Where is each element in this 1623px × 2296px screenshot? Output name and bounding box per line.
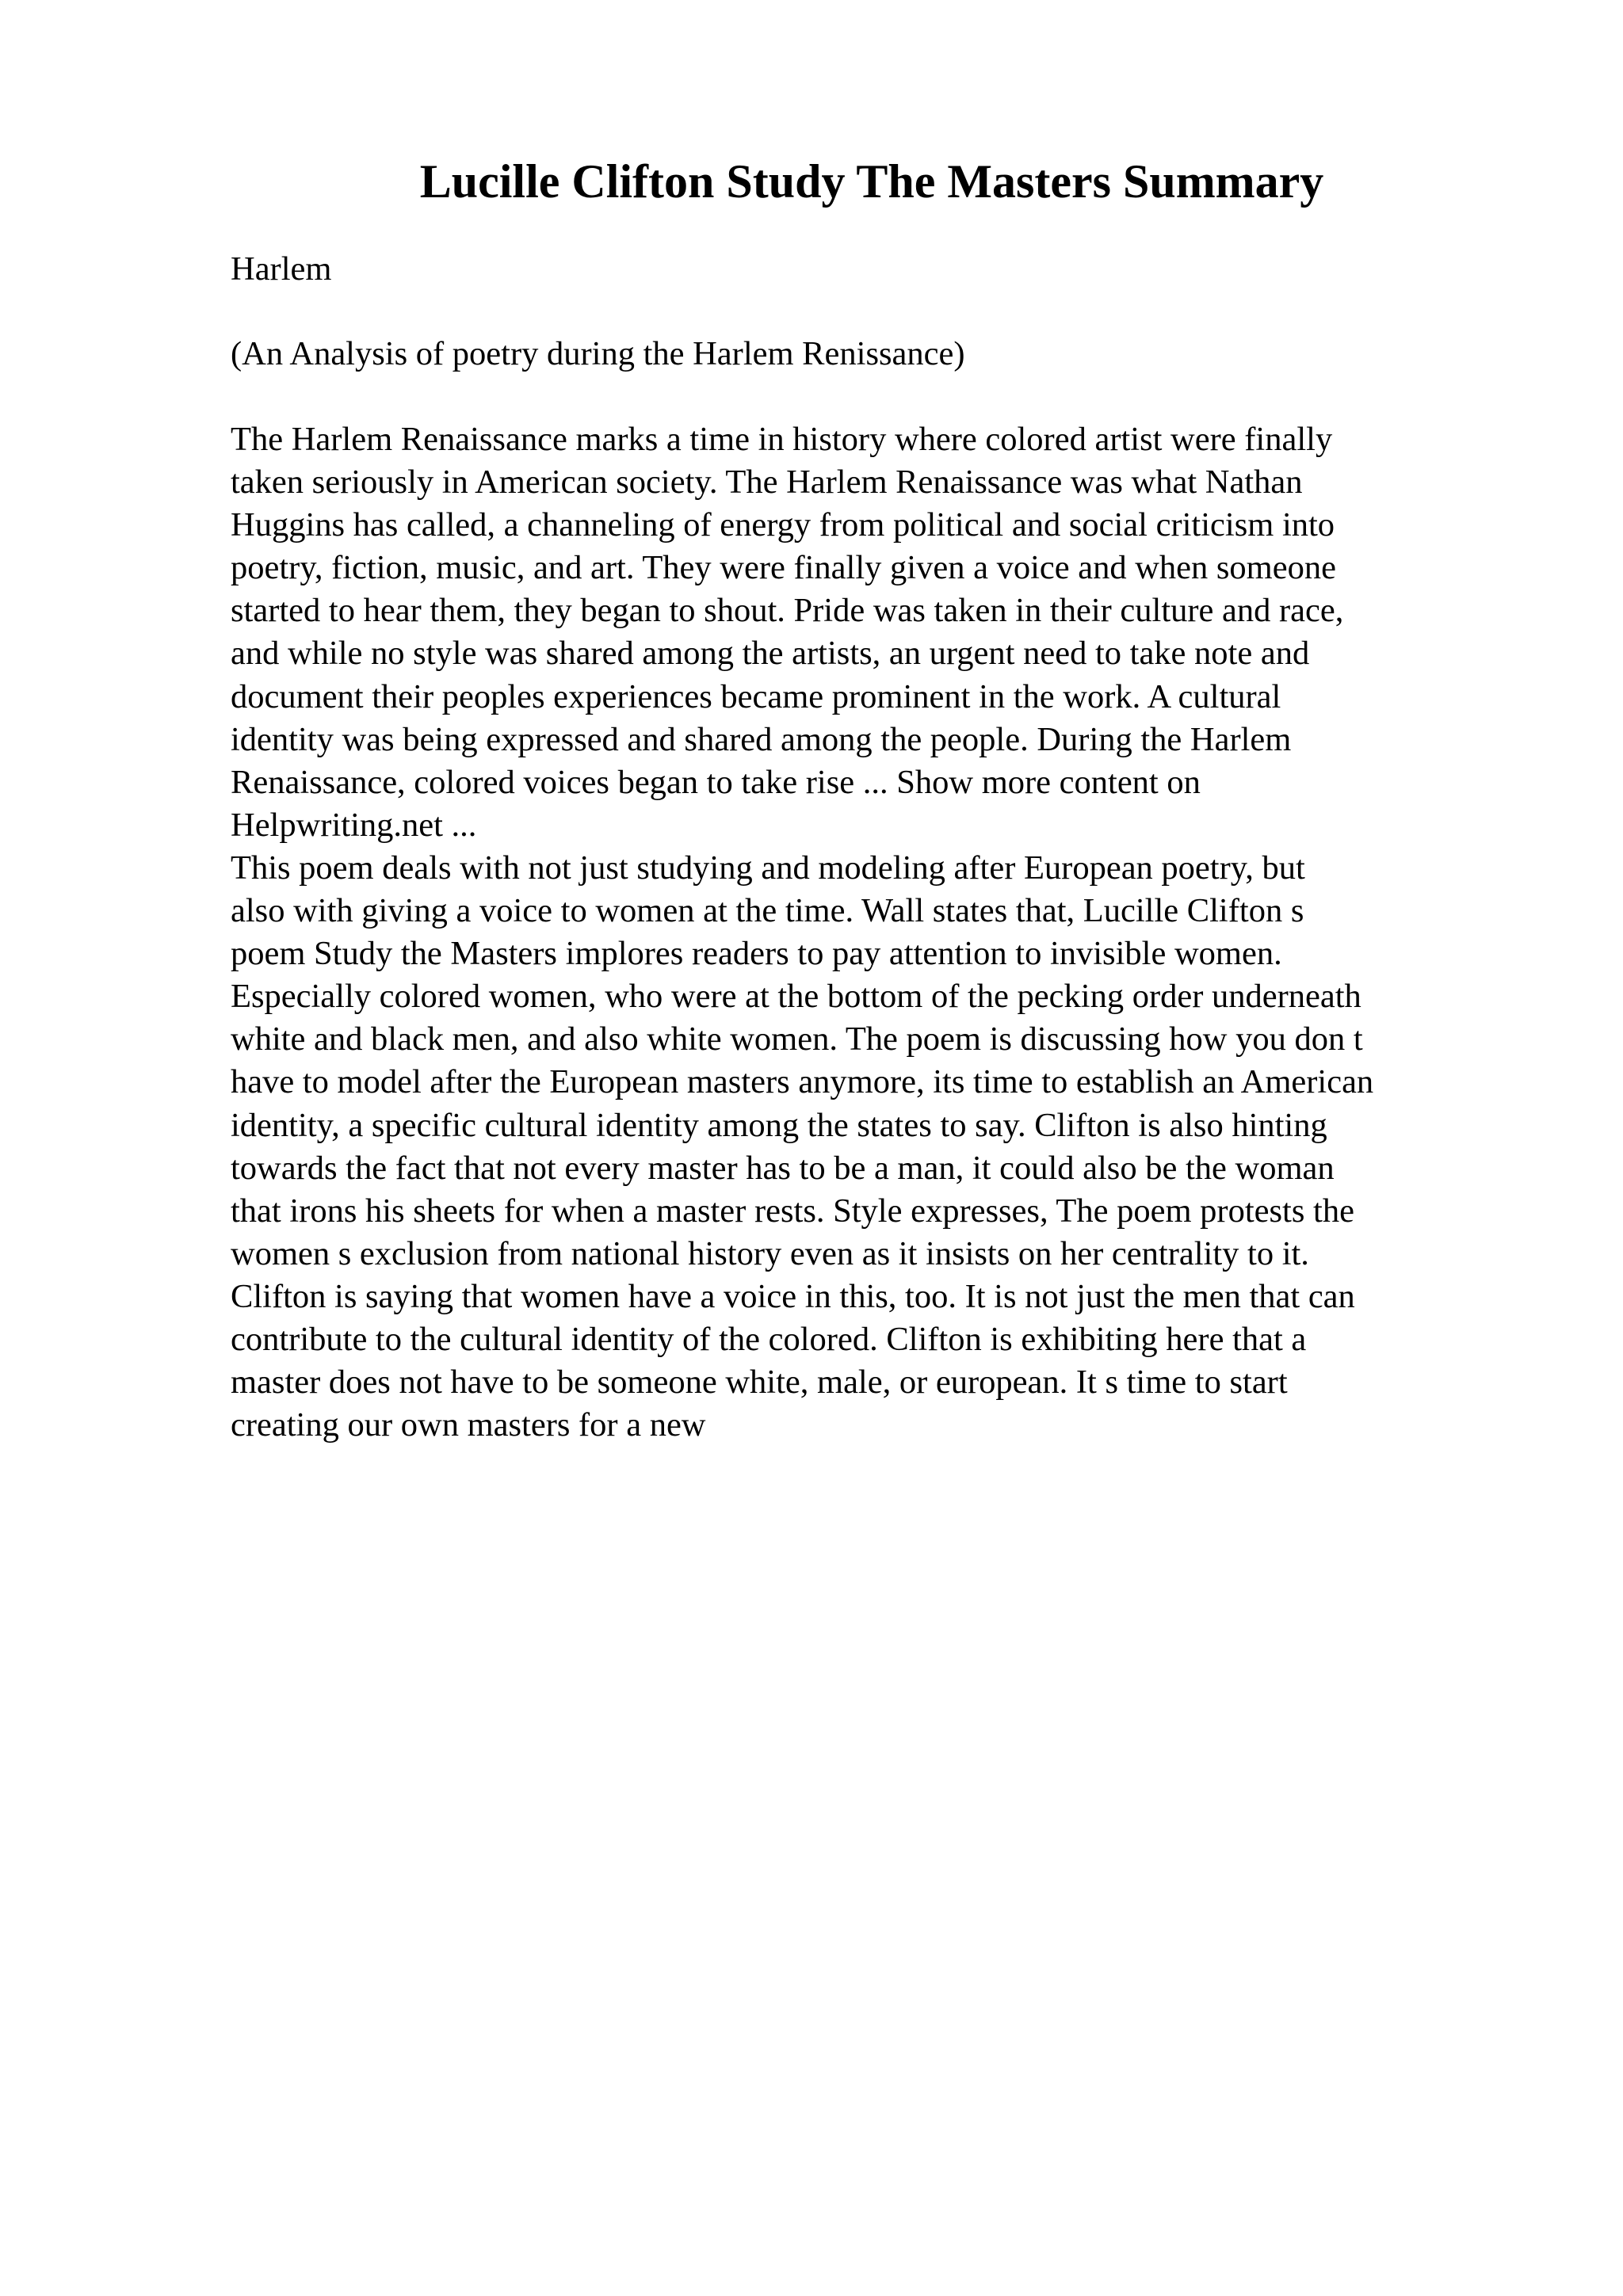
paragraph-line: white and black men, and also white women. The poem is discussing how you don t xyxy=(231,1020,1363,1058)
paragraph-line: document their peoples experiences became prominent in the work. A cultural xyxy=(231,677,1281,715)
paragraph-line: women s exclusion from national history even as it insists on her centrality to it. xyxy=(231,1234,1309,1272)
paragraph-line: identity, a specific cultural identity among the states to say. Clifton is also hinting xyxy=(231,1106,1327,1144)
section-heading: Harlem xyxy=(231,250,332,288)
paragraph-line: Especially colored women, who were at the bottom of the pecking order underneath xyxy=(231,978,1361,1016)
paragraph-line: taken seriously in American society. The Harlem Renaissance was what Nathan xyxy=(231,463,1303,502)
paragraph-line: that irons his sheets for when a master rests. Style expresses, The poem protests the xyxy=(231,1192,1354,1230)
paragraph-line: Clifton is saying that women have a voice in this, too. It is not just the men that can xyxy=(231,1277,1355,1315)
paragraph-line: have to model after the European masters anymore, its time to establish an American xyxy=(231,1063,1374,1101)
paragraph-line: This poem deals with not just studying and modeling after European poetry, but xyxy=(231,849,1305,887)
paragraph-line: started to hear them, they began to shout. Pride was taken in their culture and race, xyxy=(231,592,1344,630)
paragraph-line: The Harlem Renaissance marks a time in history where colored artist were finally xyxy=(231,421,1333,458)
document-title: Lucille Clifton Study The Masters Summary xyxy=(419,155,1324,208)
paragraph-line: Helpwriting.net ... xyxy=(231,806,477,844)
paragraph-line: Renaissance, colored voices began to take rise ... Show more content on xyxy=(231,763,1201,801)
paragraph-line: creating our own masters for a new xyxy=(231,1406,706,1444)
document-subtitle: (An Analysis of poetry during the Harlem Renissance) xyxy=(231,335,965,372)
paragraph-line: poetry, fiction, music, and art. They were finally given a voice and when someone xyxy=(231,549,1336,587)
paragraph-line: towards the fact that not every master has to be a man, it could also be the woman xyxy=(231,1149,1335,1187)
paragraph-line: master does not have to be someone white, male, or european. It s time to start xyxy=(231,1363,1288,1402)
paragraph-line: and while no style was shared among the artists, an urgent need to take note and xyxy=(231,635,1310,673)
paragraph-line: Huggins has called, a channeling of energy from political and social criticism into xyxy=(231,506,1335,544)
paragraph-line: also with giving a voice to women at the time. Wall states that, Lucille Clifton s xyxy=(231,892,1304,930)
paragraph-line: poem Study the Masters implores readers to pay attention to invisible women. xyxy=(231,935,1282,973)
paragraph-line: contribute to the cultural identity of the colored. Clifton is exhibiting here that a xyxy=(231,1321,1307,1359)
paragraph-line: identity was being expressed and shared among the people. During the Harlem xyxy=(231,720,1292,758)
paragraph-2 xyxy=(231,847,1373,1447)
paragraph-1 xyxy=(231,418,1343,847)
